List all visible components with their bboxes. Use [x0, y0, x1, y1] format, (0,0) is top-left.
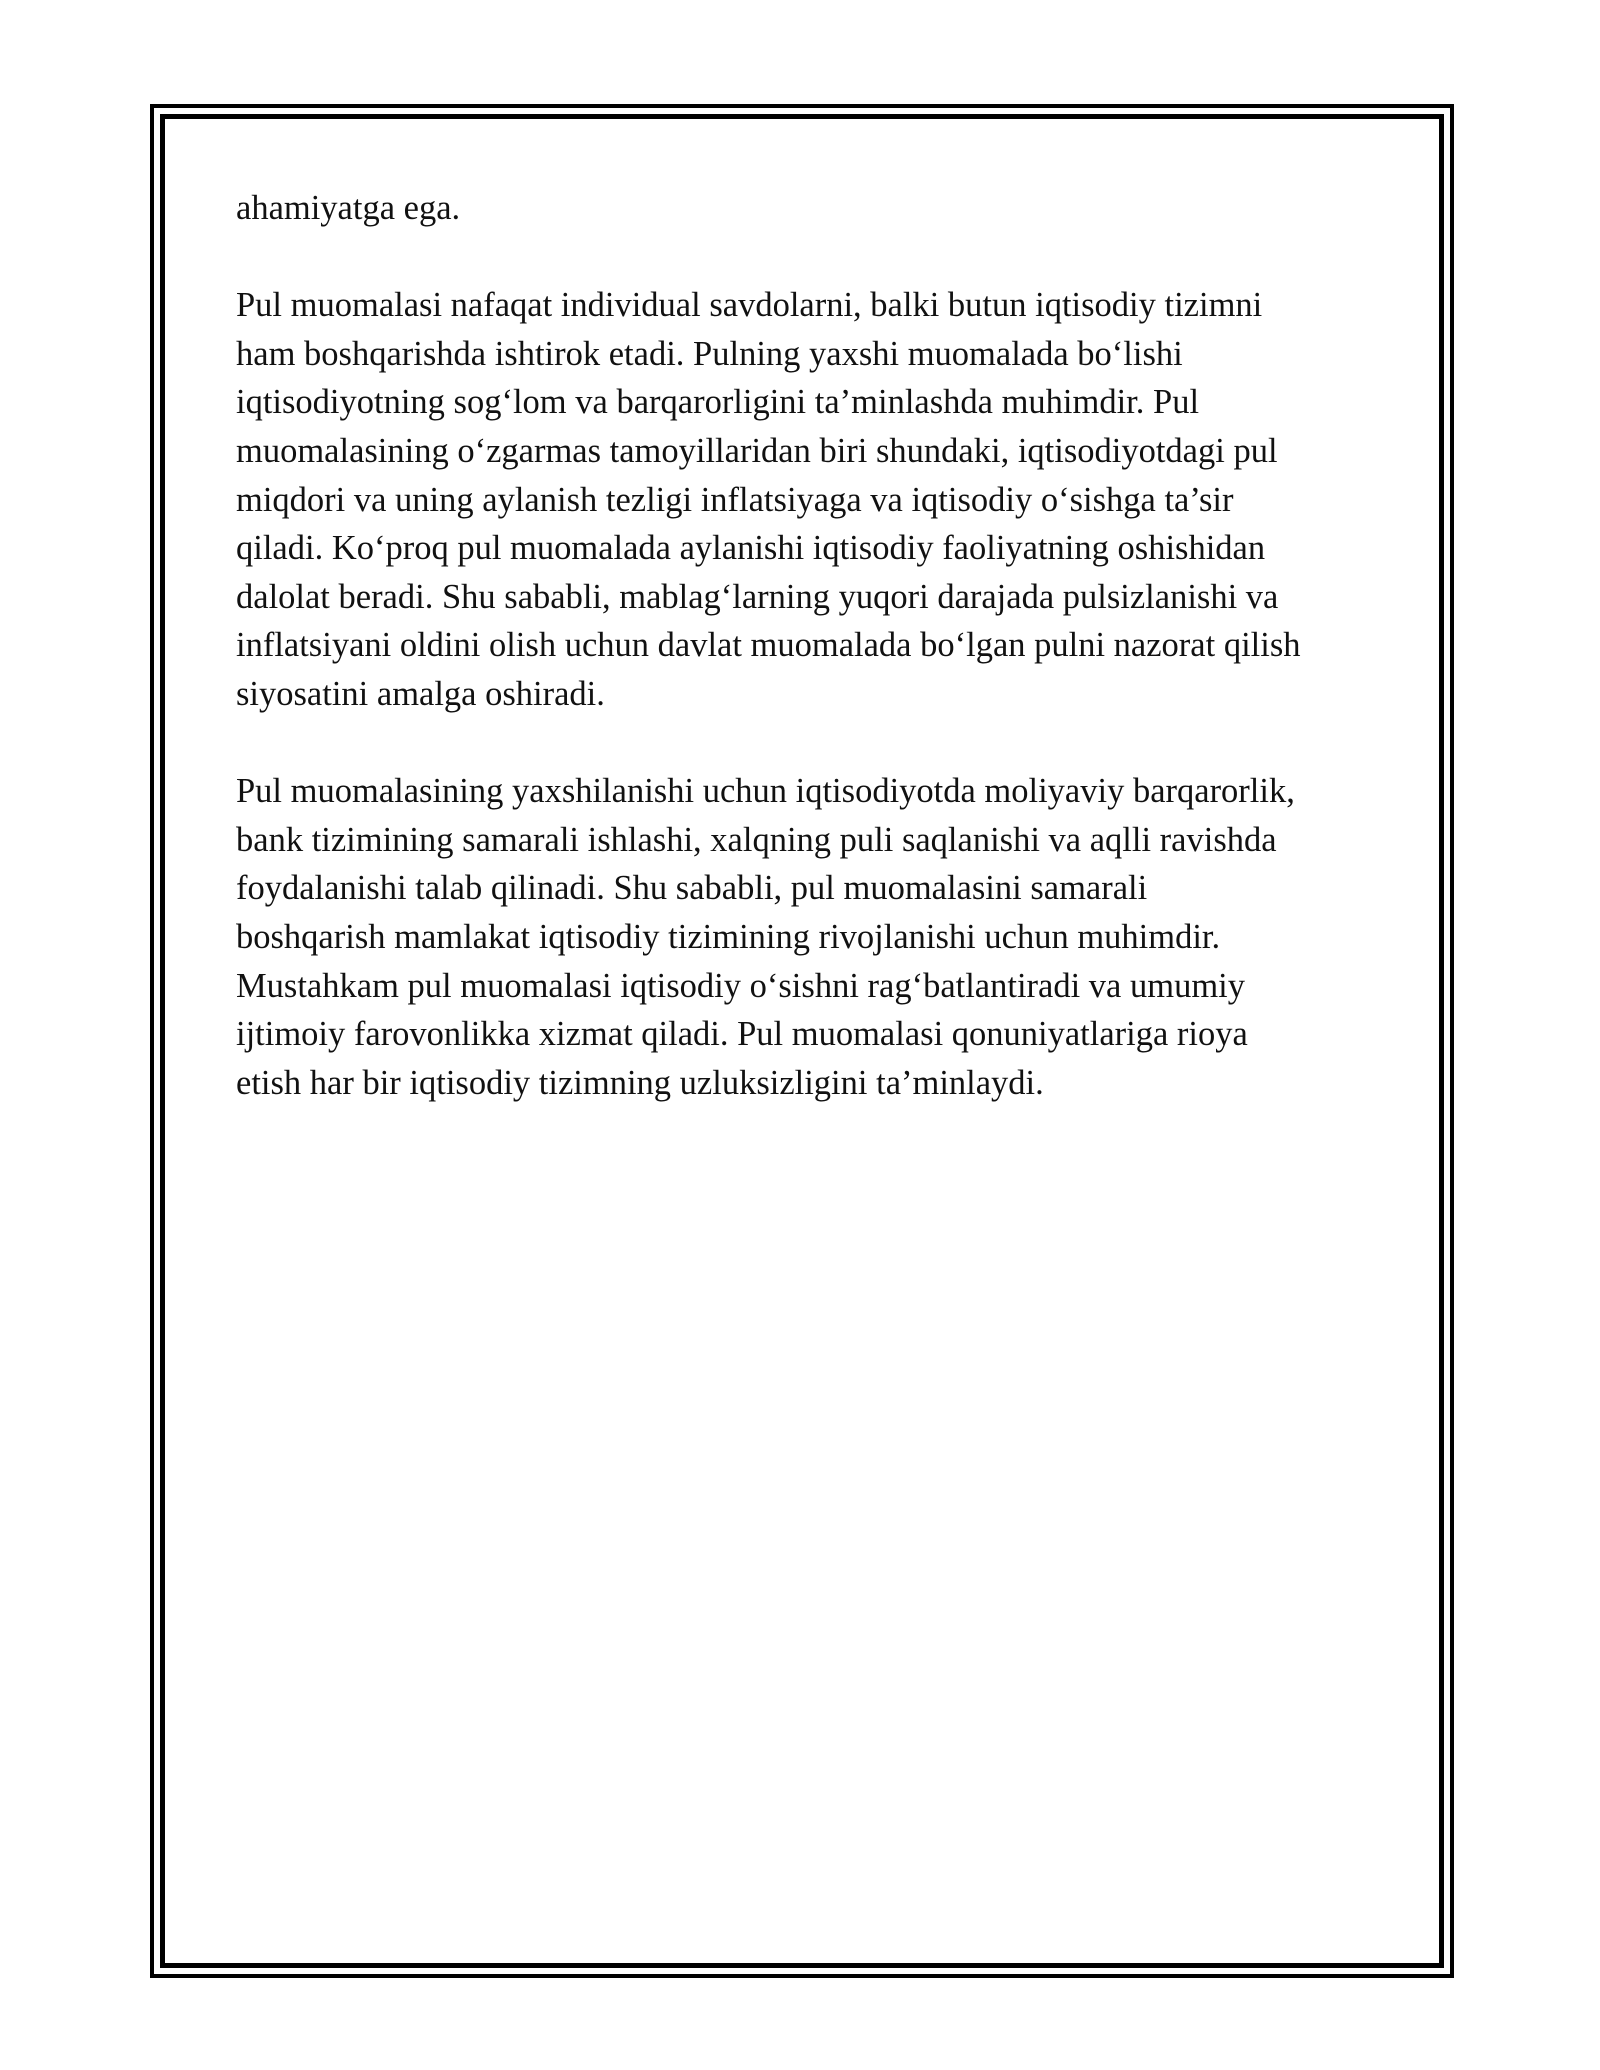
text-line: Mustahkam pul muomalasi iqtisodiy o‘sishni rag‘batlantiradi va umumiy [236, 966, 1245, 1005]
document-body [236, 184, 1396, 1156]
paragraph-3 [236, 767, 1396, 1107]
text-line: Pul muomalasi nafaqat individual savdolarni, balki butun iqtisodiy tizimni [236, 286, 1263, 325]
text-line: Pul muomalasining yaxshilanishi uchun iqtisodiyotda moliyaviy barqarorlik, [236, 772, 1295, 811]
text-line: inflatsiyani oldini olish uchun davlat muomalada bo‘lgan pulni nazorat qilish [236, 626, 1301, 665]
text-line: foydalanishi talab qilinadi. Shu sababli, pul muomalasini samarali [236, 869, 1148, 908]
text-line: bank tizimining samarali ishlashi, xalqning puli saqlanishi va aqlli ravishda [236, 820, 1277, 859]
text-line: muomalasining o‘zgarmas tamoyillaridan biri shundaki, iqtisodiyotdagi pul [236, 431, 1278, 470]
text-line: ham boshqarishda ishtirok etadi. Pulning yaxshi muomalada bo‘lishi [236, 334, 1183, 373]
text-line: etish har bir iqtisodiy tizimning uzluksizligini ta’minlaydi. [236, 1063, 1044, 1102]
text-line: siyosatini amalga oshiradi. [236, 674, 605, 713]
text-line: ijtimoiy farovonlikka xizmat qiladi. Pul muomalasi qonuniyatlariga rioya [236, 1015, 1248, 1054]
paragraph-1 [236, 184, 1396, 233]
paragraph-2 [236, 281, 1396, 718]
text-line: qiladi. Ko‘proq pul muomalada aylanishi iqtisodiy faoliyatning oshishidan [236, 529, 1266, 568]
text-line: dalolat beradi. Shu sababli, mablag‘larning yuqori darajada pulsizlanishi va [236, 577, 1279, 616]
text-line: ahamiyatga ega. [236, 189, 461, 227]
text-line: miqdori va uning aylanish tezligi inflatsiyaga va iqtisodiy o‘sishga ta’sir [236, 480, 1234, 519]
text-line: iqtisodiyotning sog‘lom va barqarorligini ta’minlashda muhimdir. Pul [236, 383, 1200, 422]
text-line: boshqarish mamlakat iqtisodiy tizimining rivojlanishi uchun muhimdir. [236, 917, 1221, 956]
